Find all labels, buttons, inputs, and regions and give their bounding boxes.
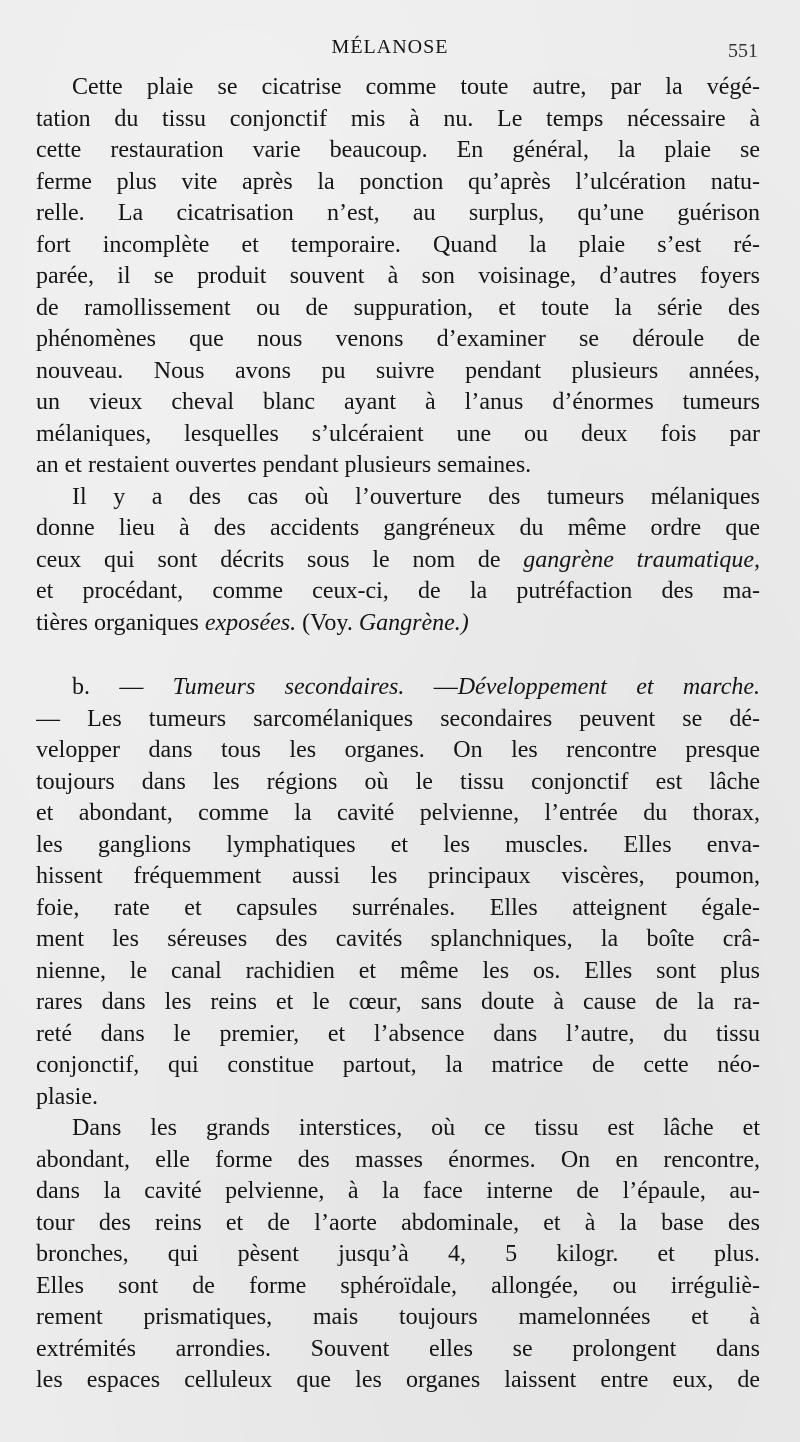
text-line: les ganglions lymphatiques et les muscles. Elles enva- <box>36 831 760 858</box>
text-line: relle. La cicatrisation n’est, au surplus, qu’une guérison <box>36 200 760 226</box>
text-line: de ramollissement ou de suppuration, et toute la série des <box>36 294 760 321</box>
page-header <box>0 30 800 64</box>
text-line: nouveau. Nous avons pu suivre pendant plusieurs années, <box>36 357 760 384</box>
section-gap <box>36 639 760 672</box>
italic-term: Gangrène.) <box>358 609 469 636</box>
text-line: un vieux cheval blanc ayant à l’anus d’énormes tumeurs <box>36 389 760 415</box>
text-run: tières organiques <box>36 609 199 636</box>
text-line: parée, il se produit souvent à son voisinage, d’autres foyers <box>36 263 760 289</box>
text-line: bronches, qui pèsent jusqu’à 4, 5 kilogr. et plus. <box>36 1241 760 1267</box>
text-line: Il y a des cas où l’ouverture des tumeurs mélaniques <box>72 483 760 510</box>
page-number: 551 <box>728 40 758 62</box>
text-line <box>36 608 760 640</box>
text-line: et procédant, comme ceux-ci, de la putréfaction des ma- <box>36 578 760 604</box>
text-line: reté dans le premier, et l’absence dans l’autre, du tissu <box>36 1020 760 1047</box>
section-letter: b. — <box>72 674 144 700</box>
text-line: velopper dans tous les organes. On les rencontre presque <box>36 737 760 763</box>
text-line: phénomènes que nous venons d’examiner se déroule de <box>36 326 760 352</box>
text-line <box>36 545 760 577</box>
text-line: ferme plus vite après la ponction qu’après l’ulcération natu- <box>36 168 760 195</box>
text-line: Cette plaie se cicatrise comme toute autre, par la végé- <box>72 74 760 100</box>
italic-term: exposées. <box>204 609 297 636</box>
running-title: MÉLANOSE <box>331 36 449 58</box>
text-line: donne lieu à des accidents gangréneux du même ordre que <box>36 515 760 541</box>
text-line: — Les tumeurs sarcomélaniques secondaires peuvent se dé- <box>36 705 760 732</box>
text-line: conjonctif, qui constitue partout, la matrice de cette néo- <box>36 1052 760 1078</box>
text-line: toujours dans les régions où le tissu conjonctif est lâche <box>36 768 760 795</box>
text-line: an et restaient ouvertes pendant plusieurs semaines. <box>36 452 532 478</box>
text-line: tation du tissu conjonctif mis à nu. Le temps nécessaire à <box>36 105 760 132</box>
text-line: nienne, le canal rachidien et même les os. Elles sont plus <box>36 957 760 984</box>
italic-heading: Développement et marche. <box>457 674 760 700</box>
text-line: dans la cavité pelvienne, à la face interne de l’épaule, au- <box>36 1178 760 1204</box>
text-line: extrémités arrondies. Souvent elles se prolongent dans <box>36 1335 760 1362</box>
text-line: abondant, elle forme des masses énormes. On en rencontre, <box>36 1146 760 1173</box>
text-line: foie, rate et capsules surrénales. Elles atteignent égale- <box>36 894 760 921</box>
text-run: (Voy. <box>302 609 353 636</box>
italic-term: gangrène traumatique, <box>523 546 760 573</box>
section-heading <box>36 672 760 704</box>
text-line: cette restauration varie beaucoup. En général, la plaie se <box>36 137 760 163</box>
text-run: ceux qui sont décrits sous le nom de <box>36 546 501 573</box>
text-line: rares dans les reins et le cœur, sans doute à cause de la ra- <box>36 989 760 1015</box>
text-line: hissent fréquemment aussi les principaux viscères, poumon, <box>36 863 760 889</box>
text-line: Dans les grands interstices, où ce tissu est lâche et <box>72 1115 760 1141</box>
text-line: et abondant, comme la cavité pelvienne, l’entrée du thorax, <box>36 800 760 826</box>
text-line: plasie. <box>36 1083 98 1110</box>
text-line: les espaces celluleux que les organes laissent entre eux, de <box>36 1367 760 1393</box>
text-line: ment les séreuses des cavités splanchniques, la boîte crâ- <box>36 926 760 952</box>
text-line: mélaniques, lesquelles s’ulcéraient une ou deux fois par <box>36 420 760 447</box>
body-text <box>36 72 760 1397</box>
text-line: tour des reins et de l’aorte abdominale, et à la base des <box>36 1209 760 1236</box>
italic-heading: Tumeurs secondaires. <box>172 674 405 700</box>
text-line: Elles sont de forme sphéroïdale, allongée, ou irréguliè- <box>36 1272 760 1299</box>
dash: — <box>433 674 458 700</box>
text-line: fort incomplète et temporaire. Quand la plaie s’est ré- <box>36 231 760 258</box>
text-line: rement prismatiques, mais toujours mamelonnées et à <box>36 1304 760 1330</box>
